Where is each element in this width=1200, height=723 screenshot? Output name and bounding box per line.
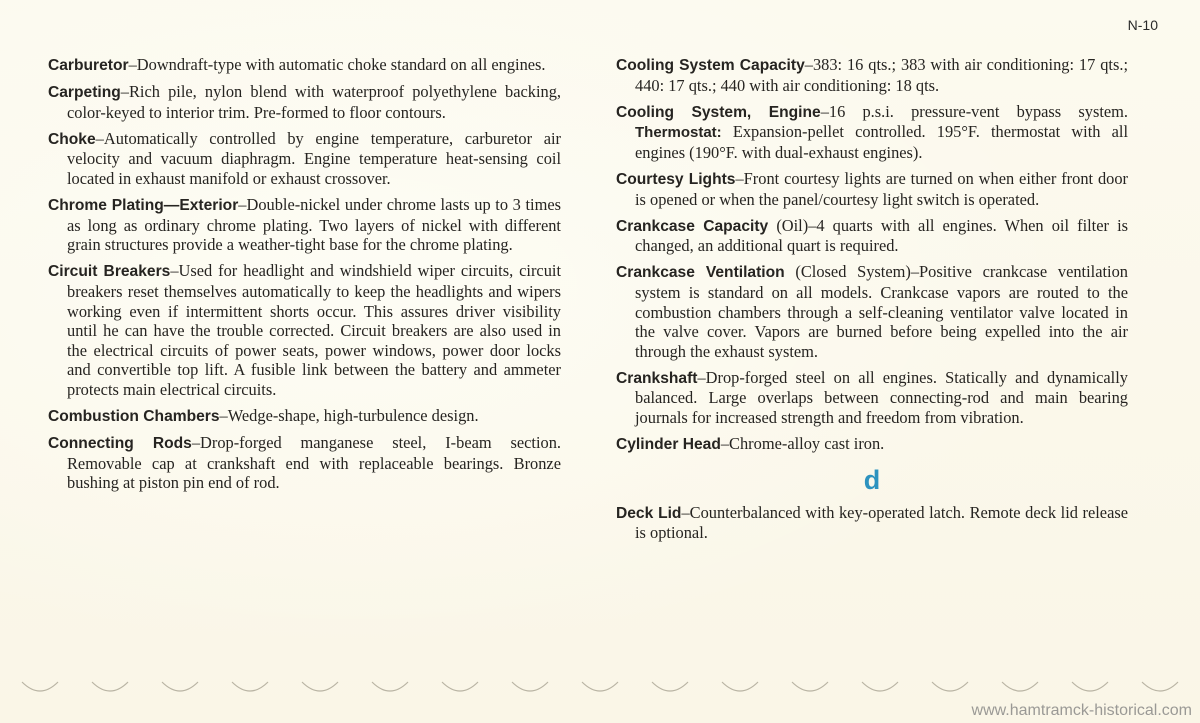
entry-text: –Used for headlight and windshield wiper circuits, circuit breakers reset themselves automatically to keep the headlights and wipers working even if intermittent shorts occur. This assures driver visibility until he can have the trouble corrected. Circuit breakers are also used in the electrical circuits of power seats, power windows, power door locks and convertible top lift. A fusible link between the battery and ammeter protects main electrical circuits. xyxy=(67,261,561,399)
entry-sub-text: Expansion-pellet controlled. 195°F. thermostat with all engines (190°F. with dual-exhaust engines). xyxy=(635,122,1128,162)
entry-courtesy-lights xyxy=(616,169,1128,209)
entry-term: Cooling System, Engine xyxy=(616,103,821,121)
binder-hole xyxy=(92,682,128,691)
entry-text: –Automatically controlled by engine temperature, carburetor air velocity and vacuum diaphragm. Engine temperature heat-sensing coil located in exhaust manifold or exhaust crossover. xyxy=(67,128,561,188)
entry-crankcase-capacity xyxy=(616,216,1128,256)
entry-term: Crankcase Ventilation xyxy=(616,264,785,282)
entry-term: Deck Lid xyxy=(616,504,682,522)
entry-sub-term: Thermostat: xyxy=(635,124,722,142)
entry-text: –Downdraft-type with automatic choke standard on all engines. xyxy=(128,55,546,74)
binder-hole xyxy=(582,682,618,691)
binder-hole xyxy=(162,682,198,691)
binder-hole xyxy=(722,682,758,691)
entry-cylinder-head xyxy=(616,434,1128,455)
entry-text: (Closed System)–Positive crankcase ventilation system is standard on all models. Crankcase vapors are routed to the combustion chambers through a self-cleaning ventilator valve located in the valve cover. Vapors are burned before being expelled into the air through the exhaust system. xyxy=(635,262,1128,361)
entry-term: Cylinder Head xyxy=(616,436,721,454)
entry-term: Combustion Chambers xyxy=(48,408,220,425)
binder-hole xyxy=(862,682,898,691)
entry-carpeting xyxy=(48,82,561,122)
entry-term: Circuit Breakers xyxy=(48,263,171,281)
entry-combustion-chambers xyxy=(48,406,561,427)
entry-text: –Chrome-alloy cast iron. xyxy=(720,434,885,454)
watermark: www.hamtramck-historical.com xyxy=(971,702,1192,719)
entry-text: –Drop-forged steel on all engines. Statically and dynamically balanced. Large overlaps between connecting-rod and main bearing journals for increased strength and freedom from vibration. xyxy=(635,367,1128,427)
entry-deck-lid xyxy=(616,503,1128,543)
binder-hole xyxy=(1142,682,1178,691)
page-number: N-10 xyxy=(1127,17,1158,33)
entry-text: –Double-nickel under chrome lasts up to 3 times as long as ordinary chrome plating. Two layers of nickel with different grain structures provide a weather-tight base for the chrome plating. xyxy=(67,195,561,255)
entry-term: Cooling System Capacity xyxy=(616,57,805,74)
binder-hole xyxy=(792,682,828,691)
entry-text: –Rich pile, nylon blend with waterproof polyethylene backing, color-keyed to interior trim. Pre-formed to floor contours. xyxy=(67,82,561,122)
entry-term: Choke xyxy=(48,130,96,148)
binder-hole xyxy=(1002,682,1038,691)
right-column xyxy=(616,55,1128,549)
binder-hole xyxy=(512,682,548,691)
entry-crankcase-ventilation xyxy=(616,262,1128,361)
binder-hole xyxy=(372,682,408,691)
entry-term: Chrome Plating—Exterior xyxy=(48,197,239,215)
entry-circuit-breakers xyxy=(48,261,561,399)
entry-text: (Oil)–4 quarts with all engines. When oil filter is changed, an additional quart is required. xyxy=(635,215,1128,256)
binder-hole xyxy=(1072,682,1108,691)
binder-hole xyxy=(652,682,688,691)
entry-term: Courtesy Lights xyxy=(616,170,736,188)
entry-cooling-system-engine xyxy=(616,102,1128,163)
binder-hole xyxy=(232,682,268,691)
entry-text: –383: 16 qts.; 383 with air conditioning: 17 qts.; 440: 17 qts.; 440 with air conditioning: 18 qts. xyxy=(635,55,1128,95)
binder-hole xyxy=(22,682,58,691)
entry-term: Connecting Rods xyxy=(48,435,192,453)
entry-term: Crankcase Capacity xyxy=(616,217,769,235)
entry-crankshaft xyxy=(616,368,1128,428)
binder-hole xyxy=(932,682,968,691)
entry-term: Carburetor xyxy=(48,57,129,74)
entry-text: –Front courtesy lights are turned on when either front door is opened or when the panel/courtesy light switch is operated. xyxy=(635,168,1128,209)
left-column xyxy=(48,55,561,499)
binder-hole xyxy=(442,682,478,691)
entry-connecting-rods xyxy=(48,433,561,493)
entry-term: Crankshaft xyxy=(616,369,698,387)
entry-text: –Drop-forged manganese steel, I-beam section. Removable cap at crankshaft end with replaceable bearings. Bronze bushing at piston pin end of rod. xyxy=(67,433,561,493)
entry-chrome-plating xyxy=(48,195,561,255)
entry-carburetor xyxy=(48,55,561,76)
binder-hole xyxy=(302,682,338,691)
entry-cooling-system-capacity xyxy=(616,55,1128,95)
entry-choke xyxy=(48,129,561,189)
entry-text: –Wedge-shape, high-turbulence design. xyxy=(219,406,479,425)
entry-text: –16 p.s.i. pressure-vent bypass system. xyxy=(820,101,1129,121)
entry-term: Carpeting xyxy=(48,84,121,102)
entry-text: –Counterbalanced with key-operated latch. Remote deck lid release is optional. xyxy=(635,502,1128,543)
section-letter: d xyxy=(863,464,881,495)
